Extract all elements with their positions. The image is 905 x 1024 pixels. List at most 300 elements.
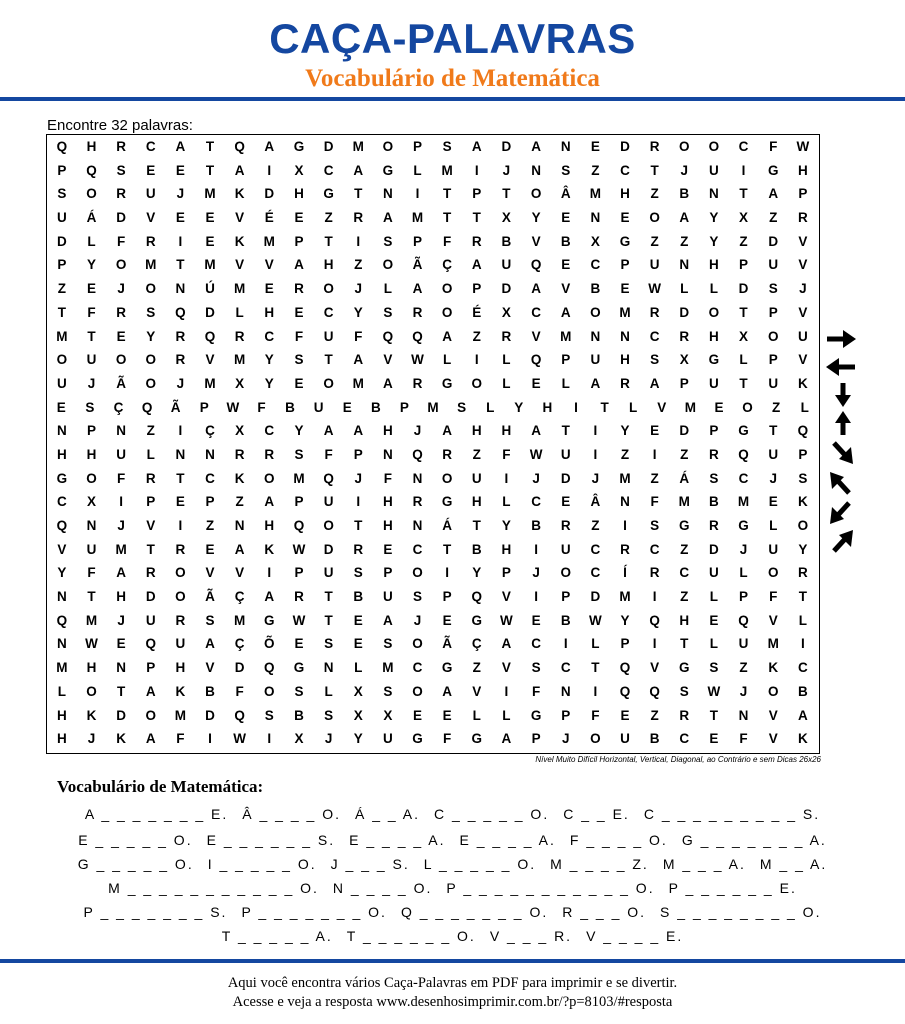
grid-letter[interactable]: O <box>323 281 334 297</box>
grid-letter[interactable]: C <box>264 328 275 344</box>
grid-letter[interactable]: T <box>600 399 609 415</box>
grid-letter[interactable]: J <box>117 518 125 533</box>
grid-letter[interactable]: O <box>264 470 275 486</box>
grid-letter[interactable]: S <box>413 589 423 605</box>
grid-letter[interactable]: V <box>650 660 660 676</box>
grid-letter[interactable]: X <box>86 494 96 510</box>
grid-letter[interactable]: T <box>769 423 778 439</box>
grid-letter[interactable]: E <box>383 541 393 557</box>
grid-letter[interactable]: L <box>324 683 333 699</box>
grid-letter[interactable]: E <box>561 257 571 273</box>
grid-letter[interactable]: A <box>442 328 453 344</box>
grid-letter[interactable]: E <box>294 210 304 226</box>
grid-letter[interactable]: I <box>119 494 123 510</box>
grid-letter[interactable]: T <box>798 589 807 605</box>
grid-letter[interactable]: H <box>679 612 690 628</box>
grid-letter[interactable]: N <box>412 518 423 533</box>
grid-letter[interactable]: Q <box>471 589 483 605</box>
grid-letter[interactable]: V <box>768 707 778 723</box>
grid-letter[interactable]: R <box>353 210 364 226</box>
grid-letter[interactable]: Y <box>472 565 482 581</box>
grid-letter[interactable]: A <box>382 375 393 391</box>
grid-letter[interactable]: N <box>175 281 186 297</box>
grid-letter[interactable]: A <box>590 375 601 391</box>
grid-letter[interactable]: V <box>657 399 667 415</box>
grid-letter[interactable]: I <box>534 541 538 557</box>
grid-letter[interactable]: U <box>768 375 779 391</box>
grid-letter[interactable]: D <box>768 233 779 249</box>
grid-letter[interactable]: S <box>650 352 660 368</box>
grid-letter[interactable]: M <box>56 328 68 344</box>
grid-letter[interactable]: S <box>383 636 393 652</box>
grid-letter[interactable]: O <box>412 636 423 652</box>
grid-letter[interactable]: U <box>560 446 571 462</box>
grid-letter[interactable]: U <box>560 541 571 557</box>
grid-letter[interactable]: T <box>739 375 748 391</box>
grid-letter[interactable]: P <box>768 304 778 320</box>
grid-letter[interactable]: L <box>57 683 66 699</box>
grid-letter[interactable]: J <box>87 375 96 391</box>
grid-letter[interactable]: P <box>57 162 67 178</box>
grid-letter[interactable]: G <box>738 423 749 439</box>
grid-letter[interactable]: E <box>205 233 215 249</box>
grid-letter[interactable]: B <box>353 589 364 605</box>
grid-letter[interactable]: P <box>353 446 363 462</box>
grid-letter[interactable]: L <box>443 352 452 368</box>
grid-letter[interactable]: Z <box>472 660 481 676</box>
grid-letter[interactable]: U <box>382 589 393 605</box>
grid-letter[interactable]: X <box>383 707 393 723</box>
grid-letter[interactable]: Q <box>412 446 423 462</box>
grid-letter[interactable]: T <box>472 210 481 226</box>
grid-letter[interactable]: L <box>502 352 511 368</box>
grid-letter[interactable]: F <box>502 446 511 462</box>
grid-letter[interactable]: I <box>534 589 538 605</box>
grid-letter[interactable]: J <box>769 470 777 486</box>
grid-letter[interactable]: A <box>264 589 275 605</box>
grid-letter[interactable]: T <box>116 683 126 699</box>
grid-letter[interactable]: Z <box>650 707 659 723</box>
grid-letter[interactable]: L <box>561 375 570 391</box>
grid-letter[interactable]: P <box>146 494 156 510</box>
grid-letter[interactable]: Y <box>353 304 363 320</box>
grid-letter[interactable]: Ã <box>205 589 215 605</box>
grid-letter[interactable]: O <box>145 281 156 297</box>
grid-letter[interactable]: W <box>411 352 424 368</box>
grid-letter[interactable]: S <box>442 139 452 154</box>
grid-letter[interactable]: Ã <box>116 375 126 391</box>
grid-letter[interactable]: N <box>86 518 97 533</box>
grid-letter[interactable]: O <box>530 186 542 202</box>
grid-letter[interactable]: P <box>442 589 452 605</box>
grid-letter[interactable]: I <box>267 731 272 747</box>
grid-letter[interactable]: Ç <box>205 423 215 439</box>
grid-letter[interactable]: Y <box>353 731 363 747</box>
grid-letter[interactable]: Á <box>679 470 690 486</box>
grid-letter[interactable]: R <box>264 446 275 462</box>
grid-letter[interactable]: C <box>738 139 749 154</box>
grid-letter[interactable]: J <box>117 612 125 628</box>
grid-letter[interactable]: A <box>205 636 215 652</box>
grid-letter[interactable]: G <box>441 660 453 676</box>
grid-letter[interactable]: P <box>798 186 808 202</box>
grid-letter[interactable]: I <box>356 494 361 510</box>
grid-letter[interactable]: Q <box>323 470 334 486</box>
grid-letter[interactable]: B <box>294 707 304 723</box>
grid-letter[interactable]: V <box>768 612 778 628</box>
grid-letter[interactable]: É <box>472 304 482 320</box>
grid-letter[interactable]: P <box>57 257 67 273</box>
grid-letter[interactable]: E <box>175 162 185 178</box>
grid-letter[interactable]: V <box>472 683 482 699</box>
grid-letter[interactable]: H <box>542 399 553 415</box>
grid-letter[interactable]: U <box>382 731 393 747</box>
grid-letter[interactable]: M <box>619 470 631 486</box>
grid-letter[interactable]: T <box>680 636 689 652</box>
grid-letter[interactable]: N <box>620 494 630 510</box>
grid-letter[interactable]: I <box>267 162 272 178</box>
grid-letter[interactable]: O <box>708 304 720 320</box>
grid-letter[interactable]: R <box>649 139 660 154</box>
grid-letter[interactable]: I <box>652 446 657 462</box>
grid-letter[interactable]: S <box>116 162 126 178</box>
grid-letter[interactable]: T <box>443 210 452 226</box>
grid-letter[interactable]: N <box>323 660 334 676</box>
grid-letter[interactable]: H <box>86 660 97 676</box>
grid-letter[interactable]: O <box>412 565 423 581</box>
grid-letter[interactable]: F <box>769 139 778 154</box>
grid-letter[interactable]: I <box>652 636 657 652</box>
grid-letter[interactable]: O <box>175 565 186 581</box>
grid-letter[interactable]: H <box>501 541 512 557</box>
grid-letter[interactable]: G <box>323 186 334 202</box>
grid-letter[interactable]: D <box>323 541 334 557</box>
grid-letter[interactable]: A <box>294 257 304 273</box>
grid-letter[interactable]: O <box>767 683 779 699</box>
grid-letter[interactable]: Ú <box>205 281 215 297</box>
grid-letter[interactable]: I <box>356 233 361 249</box>
grid-letter[interactable]: V <box>205 352 215 368</box>
grid-letter[interactable]: Ç <box>113 399 124 415</box>
grid-letter[interactable]: X <box>294 731 304 747</box>
grid-letter[interactable]: S <box>709 660 719 676</box>
grid-letter[interactable]: K <box>86 707 97 723</box>
grid-letter[interactable]: Ã <box>412 257 423 273</box>
grid-letter[interactable]: P <box>501 565 511 581</box>
grid-letter[interactable]: M <box>678 494 690 510</box>
grid-letter[interactable]: E <box>294 636 304 652</box>
grid-letter[interactable]: D <box>145 589 156 605</box>
grid-letter[interactable]: B <box>590 281 601 297</box>
grid-letter[interactable]: K <box>175 683 186 699</box>
grid-letter[interactable]: I <box>563 636 568 652</box>
grid-letter[interactable]: É <box>264 210 274 226</box>
grid-letter[interactable]: R <box>116 186 126 202</box>
grid-letter[interactable]: G <box>293 660 305 676</box>
grid-letter[interactable]: T <box>324 612 333 628</box>
grid-letter[interactable]: S <box>57 186 67 202</box>
grid-letter[interactable]: K <box>234 470 245 486</box>
grid-letter[interactable]: M <box>441 162 453 178</box>
grid-letter[interactable]: H <box>56 446 67 462</box>
grid-letter[interactable]: Q <box>738 446 749 462</box>
grid-letter[interactable]: C <box>412 660 423 676</box>
grid-letter[interactable]: U <box>709 565 719 581</box>
grid-letter[interactable]: M <box>767 636 779 652</box>
grid-letter[interactable]: R <box>412 494 423 510</box>
grid-letter[interactable]: Q <box>649 683 660 699</box>
grid-letter[interactable]: P <box>472 186 482 202</box>
grid-letter[interactable]: Q <box>619 683 631 699</box>
grid-letter[interactable]: Y <box>620 612 630 628</box>
grid-letter[interactable]: H <box>86 446 97 462</box>
grid-letter[interactable]: I <box>178 423 183 439</box>
grid-letter[interactable]: T <box>57 304 66 320</box>
grid-letter[interactable]: A <box>145 731 156 747</box>
grid-letter[interactable]: L <box>486 399 495 415</box>
grid-letter[interactable]: E <box>709 612 719 628</box>
grid-letter[interactable]: A <box>353 352 364 368</box>
grid-letter[interactable]: U <box>323 328 334 344</box>
grid-letter[interactable]: E <box>86 281 96 297</box>
grid-letter[interactable]: I <box>593 423 598 439</box>
grid-letter[interactable]: V <box>768 731 778 747</box>
grid-letter[interactable]: E <box>650 423 660 439</box>
grid-letter[interactable]: E <box>146 162 156 178</box>
grid-letter[interactable]: K <box>234 186 245 202</box>
grid-letter[interactable]: Z <box>591 162 600 178</box>
grid-letter[interactable]: G <box>767 162 779 178</box>
grid-letter[interactable]: G <box>382 162 394 178</box>
grid-letter[interactable]: P <box>413 233 423 249</box>
grid-letter[interactable]: S <box>457 399 467 415</box>
grid-letter[interactable]: Y <box>264 375 274 391</box>
grid-letter[interactable]: I <box>415 186 420 202</box>
grid-letter[interactable]: U <box>313 399 324 415</box>
grid-letter[interactable]: V <box>561 281 571 297</box>
grid-letter[interactable]: Q <box>56 518 68 533</box>
grid-letter[interactable]: L <box>146 446 155 462</box>
grid-letter[interactable]: Q <box>56 612 68 628</box>
grid-letter[interactable]: R <box>649 565 660 581</box>
grid-letter[interactable]: T <box>354 518 363 533</box>
grid-letter[interactable]: X <box>235 423 245 439</box>
grid-letter[interactable]: V <box>205 565 215 581</box>
grid-letter[interactable]: G <box>56 470 68 486</box>
grid-letter[interactable]: F <box>257 399 266 415</box>
grid-letter[interactable]: Z <box>680 589 689 605</box>
grid-letter[interactable]: A <box>471 139 482 154</box>
grid-letter[interactable]: C <box>531 494 541 510</box>
grid-letter[interactable]: A <box>442 423 453 439</box>
grid-letter[interactable]: A <box>382 210 393 226</box>
grid-letter[interactable]: V <box>235 565 245 581</box>
grid-letter[interactable]: O <box>767 565 779 581</box>
grid-letter[interactable]: M <box>293 470 305 486</box>
grid-letter[interactable]: L <box>383 281 392 297</box>
grid-letter[interactable]: Q <box>412 328 423 344</box>
grid-letter[interactable]: B <box>679 186 690 202</box>
grid-letter[interactable]: Ç <box>234 589 245 605</box>
grid-letter[interactable]: T <box>561 423 570 439</box>
grid-letter[interactable]: U <box>175 636 186 652</box>
grid-letter[interactable]: S <box>383 683 393 699</box>
grid-letter[interactable]: O <box>590 731 601 747</box>
grid-letter[interactable]: N <box>56 589 67 605</box>
grid-letter[interactable]: M <box>263 233 275 249</box>
grid-letter[interactable]: N <box>590 328 601 344</box>
grid-letter[interactable]: Y <box>798 541 808 557</box>
grid-letter[interactable]: T <box>739 186 748 202</box>
grid-letter[interactable]: V <box>205 660 215 676</box>
grid-letter[interactable]: C <box>649 328 660 344</box>
grid-letter[interactable]: W <box>529 446 543 462</box>
grid-letter[interactable]: X <box>501 210 511 226</box>
grid-letter[interactable]: D <box>501 139 512 154</box>
grid-letter[interactable]: F <box>324 446 333 462</box>
grid-letter[interactable]: V <box>235 257 245 273</box>
grid-letter[interactable]: H <box>175 660 186 676</box>
grid-letter[interactable]: Ã <box>442 636 453 652</box>
grid-letter[interactable]: D <box>264 186 275 202</box>
grid-letter[interactable]: M <box>234 352 246 368</box>
grid-letter[interactable]: Z <box>591 518 600 533</box>
grid-letter[interactable]: D <box>738 281 749 297</box>
grid-letter[interactable]: D <box>620 139 630 154</box>
grid-letter[interactable]: S <box>768 281 778 297</box>
grid-letter[interactable]: G <box>412 731 423 747</box>
grid-letter[interactable]: Á <box>86 210 97 226</box>
grid-letter[interactable]: B <box>501 233 512 249</box>
grid-letter[interactable]: F <box>87 304 96 320</box>
grid-letter[interactable]: C <box>323 162 334 178</box>
grid-letter[interactable]: B <box>560 612 571 628</box>
grid-letter[interactable]: Z <box>354 257 363 273</box>
grid-letter[interactable]: B <box>709 494 719 510</box>
grid-letter[interactable]: E <box>620 281 630 297</box>
grid-letter[interactable]: R <box>145 470 156 486</box>
grid-letter[interactable]: S <box>353 565 363 581</box>
grid-letter[interactable]: L <box>739 352 748 368</box>
grid-letter[interactable]: U <box>323 565 334 581</box>
grid-letter[interactable]: E <box>561 494 571 510</box>
grid-letter[interactable]: Y <box>514 399 524 415</box>
grid-letter[interactable]: E <box>561 210 571 226</box>
grid-letter[interactable]: S <box>383 233 393 249</box>
grid-letter[interactable]: K <box>797 494 808 510</box>
grid-letter[interactable]: E <box>56 399 66 415</box>
grid-letter[interactable]: E <box>709 731 719 747</box>
grid-letter[interactable]: O <box>742 399 753 415</box>
grid-letter[interactable]: Q <box>649 612 660 628</box>
grid-letter[interactable]: Z <box>146 423 155 439</box>
grid-letter[interactable]: O <box>649 210 660 226</box>
grid-letter[interactable]: R <box>679 707 690 723</box>
grid-letter[interactable]: Â <box>590 494 601 510</box>
grid-letter[interactable]: H <box>620 186 630 202</box>
grid-letter[interactable]: A <box>531 139 541 154</box>
grid-letter[interactable]: X <box>590 233 600 249</box>
grid-letter[interactable]: M <box>684 399 696 415</box>
grid-letter[interactable]: M <box>115 541 127 557</box>
grid-letter[interactable]: V <box>235 210 245 226</box>
grid-letter[interactable]: A <box>234 541 245 557</box>
grid-letter[interactable]: R <box>353 541 364 557</box>
grid-letter[interactable]: J <box>739 541 748 557</box>
grid-letter[interactable]: C <box>531 636 541 652</box>
grid-letter[interactable]: Z <box>650 186 659 202</box>
grid-letter[interactable]: A <box>175 139 186 154</box>
grid-letter[interactable]: V <box>264 257 274 273</box>
grid-letter[interactable]: P <box>620 636 630 652</box>
grid-letter[interactable]: R <box>145 233 156 249</box>
grid-letter[interactable]: X <box>353 707 363 723</box>
grid-letter[interactable]: L <box>235 304 244 320</box>
grid-letter[interactable]: D <box>709 541 719 557</box>
grid-letter[interactable]: R <box>412 375 423 391</box>
grid-letter[interactable]: B <box>560 233 571 249</box>
grid-letter[interactable]: J <box>591 470 600 486</box>
grid-letter[interactable]: Q <box>145 636 156 652</box>
grid-letter[interactable]: J <box>502 162 511 178</box>
grid-letter[interactable]: V <box>798 233 808 249</box>
grid-letter[interactable]: W <box>588 612 602 628</box>
grid-letter[interactable]: Q <box>234 707 245 723</box>
grid-letter[interactable]: Z <box>772 399 781 415</box>
grid-letter[interactable]: M <box>427 399 439 415</box>
grid-letter[interactable]: Z <box>680 446 689 462</box>
grid-letter[interactable]: M <box>204 186 216 202</box>
grid-letter[interactable]: J <box>354 470 362 486</box>
grid-letter[interactable]: R <box>442 446 453 462</box>
grid-letter[interactable]: O <box>86 683 97 699</box>
grid-letter[interactable]: O <box>86 186 97 202</box>
grid-letter[interactable]: B <box>471 541 482 557</box>
grid-letter[interactable]: U <box>738 636 749 652</box>
grid-letter[interactable]: C <box>531 304 541 320</box>
grid-letter[interactable]: Z <box>650 233 659 249</box>
grid-letter[interactable]: K <box>234 233 245 249</box>
grid-letter[interactable]: B <box>285 399 295 415</box>
grid-letter[interactable]: S <box>146 304 156 320</box>
grid-letter[interactable]: Õ <box>264 636 275 652</box>
grid-letter[interactable]: O <box>412 683 423 699</box>
grid-letter[interactable]: M <box>204 257 216 273</box>
grid-letter[interactable]: E <box>442 612 452 628</box>
grid-letter[interactable]: O <box>115 257 127 273</box>
grid-letter[interactable]: T <box>591 660 600 676</box>
grid-letter[interactable]: C <box>560 660 571 676</box>
grid-letter[interactable]: E <box>116 636 126 652</box>
grid-letter[interactable]: M <box>174 707 186 723</box>
grid-letter[interactable]: M <box>352 139 364 154</box>
grid-letter[interactable]: U <box>709 162 719 178</box>
grid-letter[interactable]: N <box>709 186 719 202</box>
grid-letter[interactable]: Z <box>57 281 66 297</box>
grid-letter[interactable]: V <box>798 304 808 320</box>
grid-letter[interactable]: H <box>709 328 719 344</box>
grid-letter[interactable]: R <box>412 304 423 320</box>
grid-letter[interactable]: C <box>264 423 275 439</box>
grid-letter[interactable]: Â <box>560 186 571 202</box>
grid-letter[interactable]: E <box>620 707 630 723</box>
grid-letter[interactable]: D <box>205 304 215 320</box>
grid-letter[interactable]: Á <box>442 518 453 533</box>
grid-letter[interactable]: C <box>590 541 601 557</box>
grid-letter[interactable]: Z <box>620 446 630 462</box>
grid-letter[interactable]: W <box>85 636 98 652</box>
grid-letter[interactable]: M <box>589 186 601 202</box>
